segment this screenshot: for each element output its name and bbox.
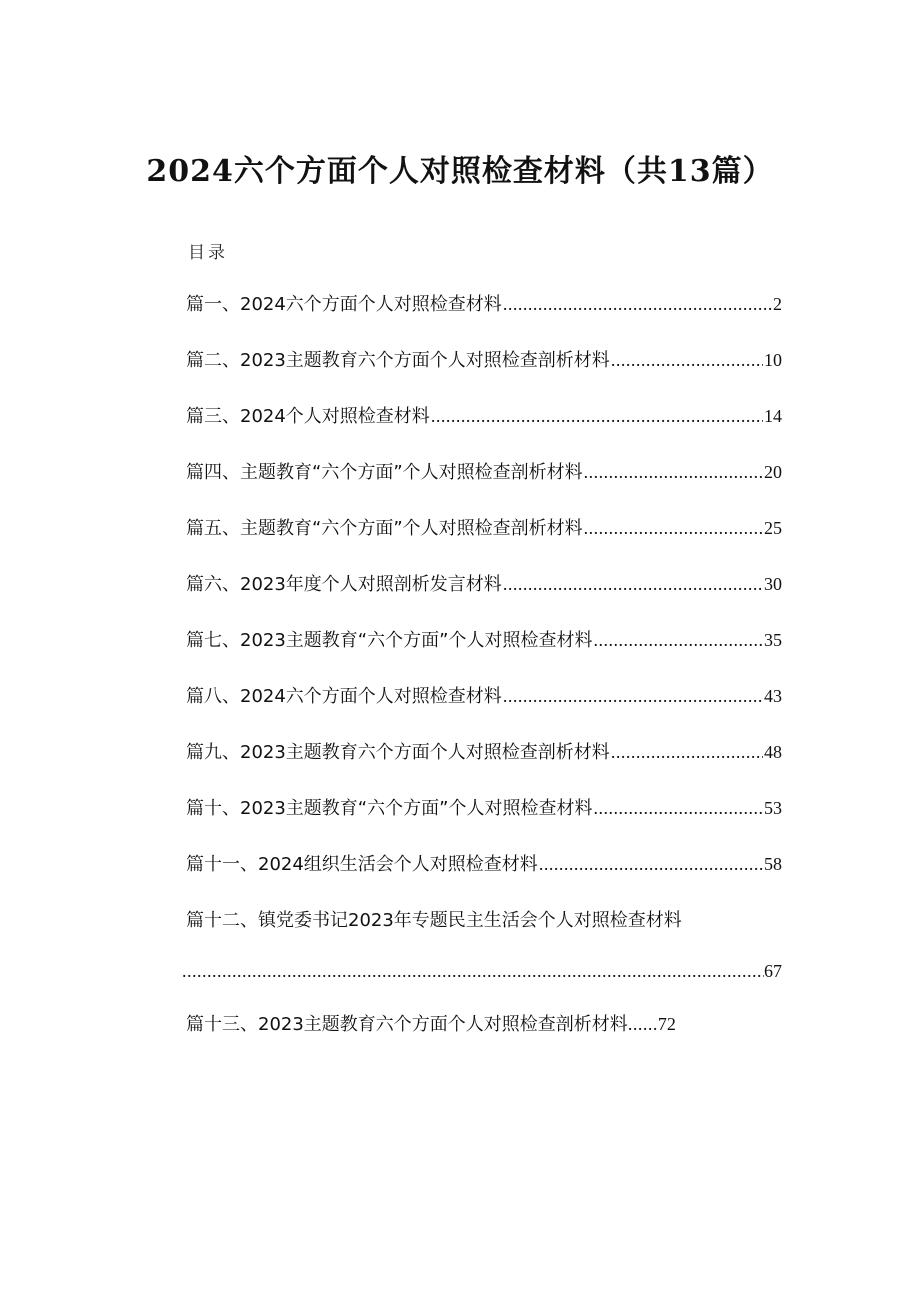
toc-entry[interactable] [186,850,782,876]
toc-entry[interactable] [186,906,782,981]
dot-leader [503,574,763,595]
toc-entry-label: 篇九、2023主题教育六个方面个人对照检查剖析材料 [186,742,610,763]
dot-leader [593,798,763,819]
toc-entry[interactable] [186,514,782,540]
toc-entry-label: 篇四、主题教育“六个方面”个人对照检查剖析材料 [186,462,583,483]
toc-entry-label: 篇十、2023主题教育“六个方面”个人对照检查材料 [186,798,593,819]
dot-leader [503,294,772,315]
toc-page-number: 14 [764,406,782,426]
toc-page-number: 2 [773,294,782,314]
toc-page-number: 58 [764,854,782,874]
toc-page-number: 20 [764,462,782,482]
toc-page-number: 35 [764,630,782,650]
toc-entry-label: 篇七、2023主题教育“六个方面”个人对照检查材料 [186,630,593,651]
toc-entry-label: 篇十一、2024组织生活会个人对照检查材料 [186,854,538,875]
toc-entry[interactable] [186,738,782,764]
toc-page-number: 67 [764,961,782,981]
toc-entry-label: 篇三、2024个人对照检查材料 [186,406,430,427]
dot-leader [593,630,763,651]
dot-leader [584,462,763,483]
toc-entry[interactable] [186,1010,676,1036]
dot-leader: ...... [627,1014,658,1034]
toc-entry-label: 篇二、2023主题教育六个方面个人对照检查剖析材料 [186,350,610,371]
toc-entry[interactable] [186,290,782,316]
toc-entry-label: 篇八、2024六个方面个人对照检查材料 [186,686,502,707]
dot-leader [539,854,763,875]
dot-leader [584,518,763,539]
dot-leader [431,406,763,427]
toc-page-number: 43 [764,686,782,706]
toc-page-number: 30 [764,574,782,594]
dot-leader [611,350,763,371]
toc-heading: 目录 [188,243,228,263]
toc-entry-label: 篇十二、镇党委书记2023年专题民主生活会个人对照检查材料 [186,910,682,931]
toc-page-number: 53 [764,798,782,818]
toc-entry[interactable] [186,794,782,820]
toc-entry[interactable] [186,570,782,596]
toc-entry[interactable] [186,626,782,652]
toc-entry-label: 篇十三、2023主题教育六个方面个人对照检查剖析材料 [186,1014,628,1035]
dot-leader [611,742,763,763]
document-title: 2024六个方面个人对照检查材料（共13篇） [146,154,774,189]
toc-entry-label: 篇一、2024六个方面个人对照检查材料 [186,294,502,315]
toc-entry[interactable] [186,346,782,372]
toc-page-number: 10 [764,350,782,370]
toc-page-number: 25 [764,518,782,538]
toc-entry[interactable] [186,458,782,484]
toc-entry-label: 篇六、2023年度个人对照剖析发言材料 [186,574,502,595]
toc-page-number: 48 [764,742,782,762]
dot-leader [503,686,763,707]
toc-entry-label: 篇五、主题教育“六个方面”个人对照检查剖析材料 [186,518,583,539]
toc-entry[interactable] [186,682,782,708]
toc-page-number: 72 [657,1014,676,1034]
toc-entry[interactable] [186,402,782,428]
toc-entry-leader-line [182,961,782,982]
dot-leader [182,961,764,982]
